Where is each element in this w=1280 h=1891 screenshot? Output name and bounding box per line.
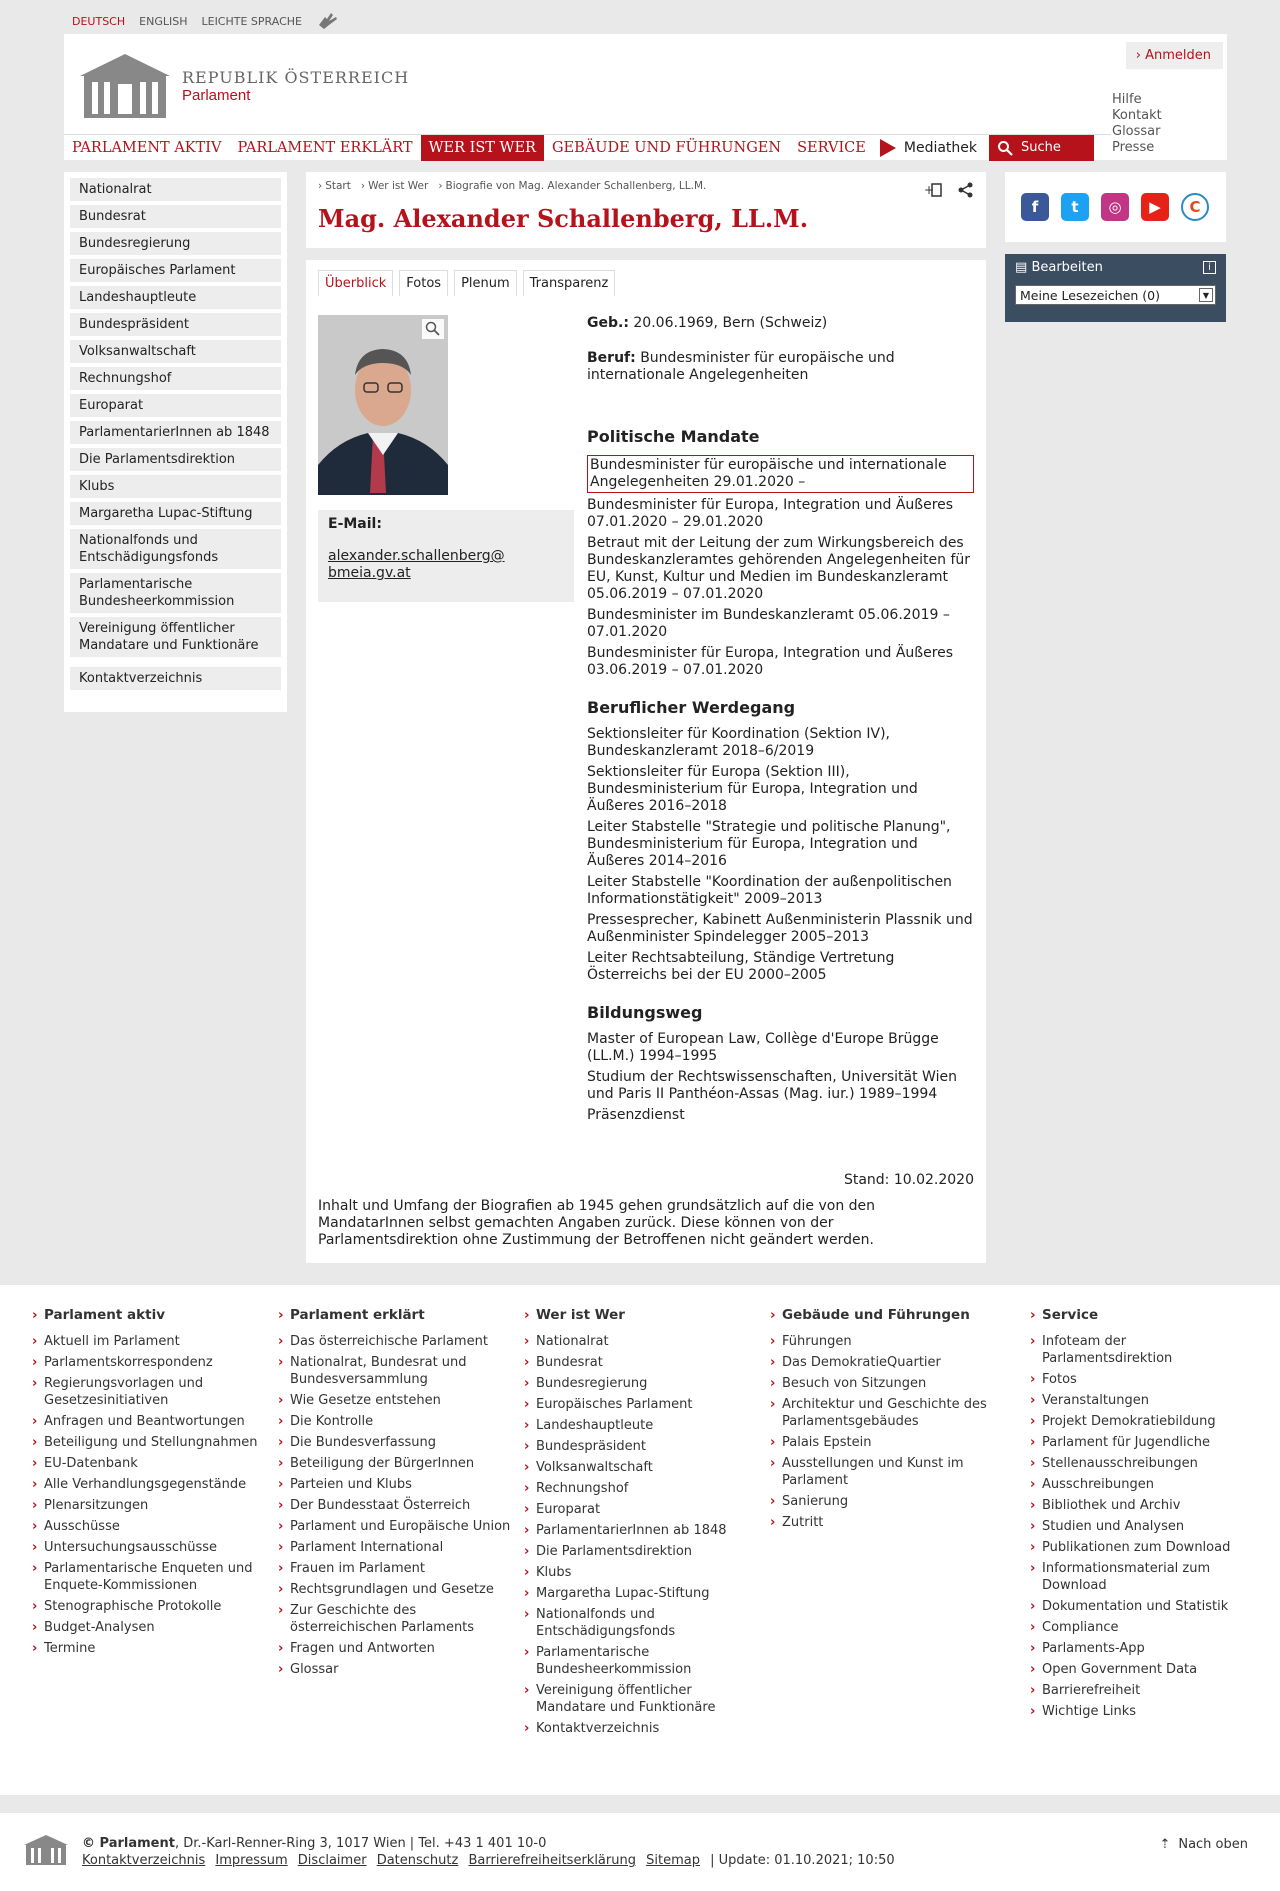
education-heading: Bildungsweg: [587, 1003, 703, 1022]
nav-parlament-aktiv[interactable]: PARLAMENT AKTIV: [72, 139, 222, 156]
lang-deutsch[interactable]: DEUTSCH: [72, 14, 126, 28]
footer-link[interactable]: › Beteiligung und Stellungnahmen: [32, 1434, 272, 1451]
breadcrumb-wer-ist-wer[interactable]: › Wer ist Wer: [361, 180, 428, 192]
footer-link[interactable]: › Bundesregierung: [524, 1375, 764, 1392]
footer-link[interactable]: › Parlament und Europäische Union: [278, 1518, 518, 1535]
search-icon: [997, 140, 1013, 156]
email-label: E-Mail:: [328, 516, 382, 532]
footer-link[interactable]: › Stellenausschreibungen: [1030, 1455, 1250, 1472]
edit-title: ▤ Bearbeiten: [1015, 260, 1103, 275]
sidebar-item-rechnungshof[interactable]: Rechnungshof: [70, 367, 281, 390]
footer-link[interactable]: › Budget-Analysen: [32, 1619, 272, 1636]
footer-link[interactable]: › Sanierung: [770, 1493, 1010, 1510]
education-item: Studium der Rechtswissenschaften, Universität Wien und Paris II Panthéon-Assas (Mag. iur.) 1989–1994: [587, 1069, 957, 1102]
career-item: Pressesprecher, Kabinett Außenministerin Plassnik und Außenminister Spindelegger 2005–2013: [587, 912, 973, 945]
footer-link[interactable]: › Termine: [32, 1640, 272, 1657]
footer-link[interactable]: › Plenarsitzungen: [32, 1497, 272, 1514]
sidebar-item-bundesregierung[interactable]: Bundesregierung: [70, 232, 281, 255]
footer-link[interactable]: › Ausschüsse: [32, 1518, 272, 1535]
press-link[interactable]: Presse: [1112, 140, 1155, 155]
language-bar: [72, 10, 340, 32]
chevron-right-icon: ›: [1135, 48, 1146, 63]
footer-link[interactable]: › Bundespräsident: [524, 1438, 764, 1455]
parliament-logo[interactable]: [80, 54, 409, 118]
nav-parlament-erklaert[interactable]: PARLAMENT ERKLÄRT: [237, 139, 413, 156]
breadcrumb: [318, 180, 706, 192]
portrait-photo[interactable]: [318, 315, 448, 495]
link-kontaktverzeichnis[interactable]: Kontaktverzeichnis: [82, 1853, 206, 1868]
sidebar-item-landeshauptleute[interactable]: Landeshauptleute: [70, 286, 281, 309]
link-datenschutz[interactable]: Datenschutz: [376, 1853, 459, 1868]
footer-col-parlament-aktiv: [32, 1307, 272, 1661]
mandate-item: Bundesminister für Europa, Integration und Äußeres 07.01.2020 – 29.01.2020: [587, 497, 954, 530]
footer-link[interactable]: › Anfragen und Beantwortungen: [32, 1413, 272, 1430]
footer-link[interactable]: › Europarat: [524, 1501, 764, 1518]
tab-bar: [318, 270, 615, 296]
share-icon[interactable]: [958, 182, 974, 198]
footer-link[interactable]: › Veranstaltungen: [1030, 1392, 1250, 1409]
footer-col-parlament-erklaert: [278, 1307, 518, 1682]
footer-link[interactable]: › Volksanwaltschaft: [524, 1459, 764, 1476]
footer-link[interactable]: › Parlamentarische Enqueten und Enquete-Kommissionen: [32, 1560, 272, 1594]
tab-transparenz[interactable]: Transparenz: [523, 270, 616, 296]
lang-english[interactable]: ENGLISH: [139, 14, 188, 28]
footer-link[interactable]: › Europäisches Parlament: [524, 1396, 764, 1413]
glossary-link[interactable]: Glossar: [1112, 124, 1161, 139]
sign-language-icon[interactable]: [316, 11, 340, 31]
footer-link[interactable]: › Wichtige Links: [1030, 1703, 1250, 1720]
footer-link[interactable]: › Glossar: [278, 1661, 518, 1678]
career-item: Leiter Rechtsabteilung, Ständige Vertretung Österreichs bei der EU 2000–2005: [587, 950, 895, 983]
link-sitemap[interactable]: Sitemap: [646, 1853, 700, 1868]
sidebar-item-europarat[interactable]: Europarat: [70, 394, 281, 417]
footer-link[interactable]: › Publikationen zum Download: [1030, 1539, 1250, 1556]
sidebar-item-bundesrat[interactable]: Bundesrat: [70, 205, 281, 228]
mandate-item: Bundesminister für Europa, Integration und Äußeres 03.06.2019 – 07.01.2020: [587, 645, 954, 678]
main-navigation: [64, 134, 1111, 160]
footer-link[interactable]: › Bundesrat: [524, 1354, 764, 1371]
chevron-down-icon: ▼: [1199, 288, 1213, 302]
footer-link[interactable]: › Fragen und Antworten: [278, 1640, 518, 1657]
svg-text:+: +: [924, 183, 935, 197]
sidebar-item-bundespraesident[interactable]: Bundespräsident: [70, 313, 281, 336]
footer-link[interactable]: › Ausschreibungen: [1030, 1476, 1250, 1493]
sidebar-item-nationalrat[interactable]: Nationalrat: [70, 178, 281, 201]
footer-link[interactable]: › Rechtsgrundlagen und Gesetze: [278, 1581, 518, 1598]
footer-link[interactable]: › Zur Geschichte des österreichischen Parlaments: [278, 1602, 518, 1636]
site-footer: [0, 1285, 1280, 1795]
disclaimer-text: Inhalt und Umfang der Biografien ab 1945 gehen grundsätzlich auf die von den MandatarInnen selbst gemachten Angaben zurück. Diese können von der Parlamentsdirektion ohne Zustimmung der Betroffenen nicht geändert werden.: [318, 1198, 876, 1248]
mandate-item: Bundesminister im Bundeskanzleramt 05.06.2019 – 07.01.2020: [587, 607, 950, 640]
breadcrumb-current: › Biografie von Mag. Alexander Schallenberg, LL.M.: [438, 180, 706, 192]
footer-link[interactable]: › Alle Verhandlungsgegenstände: [32, 1476, 272, 1493]
biography: [587, 315, 974, 1128]
bottom-bar: [0, 1813, 1280, 1891]
bookmarks-select[interactable]: Meine Lesezeichen (0) ▼: [1015, 285, 1216, 305]
site-header: [64, 34, 1227, 160]
logo-subtitle: Parlament: [182, 87, 251, 104]
mandates-heading: Politische Mandate: [587, 427, 760, 446]
footer-link[interactable]: › Das österreichische Parlament: [278, 1333, 518, 1350]
footer-link[interactable]: › Klubs: [524, 1564, 764, 1581]
footer-link[interactable]: › Parlamentarische Bundesheerkommission: [524, 1644, 764, 1678]
career-item: Sektionsleiter für Europa (Sektion III), Bundesministerium für Europa, Integration und Äußeres 2016–2018: [587, 764, 918, 814]
career-item: Leiter Stabstelle "Koordination der außenpolitischen Informationstätigkeit" 2009–2013: [587, 874, 952, 907]
imprint: © Parlament, Dr.-Karl-Renner-Ring 3, 1017 Wien | Tel. +43 1 401 10-0 Kontaktverzeichnis Impressum Disclaimer Datenschutz Barrierefreiheitserklärung Sitemap | Update: 01.10.2021; 10:50: [82, 1836, 895, 1868]
sidebar-item-kontaktverzeichnis[interactable]: Kontaktverzeichnis: [70, 667, 281, 690]
footer-link[interactable]: › EU-Datenbank: [32, 1455, 272, 1472]
sidebar-item-volksanwaltschaft[interactable]: Volksanwaltschaft: [70, 340, 281, 363]
email-box: [318, 510, 574, 602]
back-to-top-button[interactable]: ⇡ Nach oben: [1159, 1837, 1248, 1852]
footer-link[interactable]: › Open Government Data: [1030, 1661, 1250, 1678]
nav-mediathek[interactable]: Mediathek: [874, 135, 989, 161]
tab-fotos[interactable]: Fotos: [399, 270, 448, 296]
page-title: Mag. Alexander Schallenberg, LL.M.: [318, 204, 809, 233]
lang-leichte-sprache[interactable]: LEICHTE SPRACHE: [201, 14, 302, 28]
footer-link[interactable]: › Architektur und Geschichte des Parlamentsgebäudes: [770, 1396, 1010, 1430]
nav-wer-ist-wer[interactable]: WER IST WER: [421, 135, 544, 161]
email-link[interactable]: alexander.schallenberg@ bmeia.gv.at: [328, 548, 505, 581]
footer-link[interactable]: › Parlament International: [278, 1539, 518, 1556]
document-icon: ▤: [1015, 260, 1028, 275]
play-icon: [880, 139, 896, 157]
footer-col-wer-ist-wer: [524, 1307, 764, 1741]
mandate-item: Betraut mit der Leitung der zum Wirkungsbereich des Bundeskanzleramtes gehörenden Angelegenheiten für EU, Kunst, Kultur und Medien im Bundeskanzleramt 05.06.2019 – 07.01.2020: [587, 535, 971, 602]
parliament-building-icon: [80, 54, 170, 118]
tab-plenum[interactable]: Plenum: [454, 270, 517, 296]
footer-link[interactable]: › Die Kontrolle: [278, 1413, 518, 1430]
sidebar-item-parlamentarier[interactable]: ParlamentarierInnen ab 1848: [70, 421, 281, 444]
bookmarks-panel: [1005, 254, 1226, 322]
mediathek-app-icon[interactable]: C: [1181, 193, 1209, 221]
footer-link[interactable]: › Nationalrat: [524, 1333, 764, 1350]
footer-link[interactable]: › Fotos: [1030, 1371, 1250, 1388]
facebook-icon[interactable]: f: [1021, 193, 1049, 221]
sidebar-item-klubs[interactable]: Klubs: [70, 475, 281, 498]
footer-heading[interactable]: › Service: [1030, 1307, 1250, 1323]
meta-links: [1112, 92, 1162, 156]
youtube-icon[interactable]: ▶: [1141, 193, 1169, 221]
sidebar: [64, 172, 287, 712]
career-heading: Beruflicher Werdegang: [587, 698, 796, 717]
link-impressum[interactable]: Impressum: [215, 1853, 288, 1868]
education-item: Präsenzdienst: [587, 1107, 685, 1123]
link-barrierefreiheit[interactable]: Barrierefreiheitserklärung: [468, 1853, 636, 1868]
career-item: Leiter Stabstelle "Strategie und politische Planung", Bundesministerium für Europa, Integration und Äußeres 2014–2016: [587, 819, 951, 869]
footer-link[interactable]: › Die Bundesverfassung: [278, 1434, 518, 1451]
footer-link[interactable]: › Vereinigung öffentlicher Mandatare und Funktionäre: [524, 1682, 764, 1716]
profession-info: Beruf: Bundesminister für europäische und internationale Angelegenheiten: [587, 350, 895, 383]
footer-col-gebaeude: [770, 1307, 1010, 1535]
contact-link[interactable]: Kontakt: [1112, 108, 1162, 123]
tab-ueberblick[interactable]: Überblick: [318, 270, 393, 296]
footer-link[interactable]: › Bibliothek und Archiv: [1030, 1497, 1250, 1514]
footer-link[interactable]: › Informationsmaterial zum Download: [1030, 1560, 1250, 1594]
footer-link[interactable]: › Margaretha Lupac-Stiftung: [524, 1585, 764, 1602]
breadcrumb-start[interactable]: › Start: [318, 180, 351, 192]
footer-link[interactable]: › Aktuell im Parlament: [32, 1333, 272, 1350]
zoom-icon[interactable]: [422, 319, 444, 339]
page-tools: [924, 182, 974, 198]
footer-link[interactable]: › Barrierefreiheit: [1030, 1682, 1250, 1699]
title-panel: [306, 172, 986, 248]
footer-link[interactable]: › ParlamentarierInnen ab 1848: [524, 1522, 764, 1539]
info-icon[interactable]: i: [1203, 261, 1216, 274]
footer-heading[interactable]: › Parlament erklärt: [278, 1307, 518, 1323]
instagram-icon[interactable]: ◎: [1101, 193, 1129, 221]
footer-link[interactable]: › Compliance: [1030, 1619, 1250, 1636]
career-item: Sektionsleiter für Koordination (Sektion IV), Bundeskanzleramt 2018–6/2019: [587, 726, 891, 759]
main-content: [306, 260, 986, 1263]
footer-link[interactable]: › Rechnungshof: [524, 1480, 764, 1497]
twitter-icon[interactable]: t: [1061, 193, 1089, 221]
footer-link[interactable]: › Parlaments-App: [1030, 1640, 1250, 1657]
sidebar-item-bundesheerkommission[interactable]: Parlamentarische Bundesheerkommission: [70, 573, 281, 613]
footer-link[interactable]: › Nationalfonds und Entschädigungsfonds: [524, 1606, 764, 1640]
nav-gebaeude[interactable]: GEBÄUDE UND FÜHRUNGEN: [551, 139, 782, 156]
search-button[interactable]: Suche: [989, 135, 1094, 161]
update-info: | Update: 01.10.2021; 10:50: [710, 1853, 895, 1868]
footer-link[interactable]: › Palais Epstein: [770, 1434, 1010, 1451]
footer-link[interactable]: › Die Parlamentsdirektion: [524, 1543, 764, 1560]
add-bookmark-icon[interactable]: [924, 182, 944, 198]
footer-heading[interactable]: › Gebäude und Führungen: [770, 1307, 1010, 1323]
footer-link[interactable]: › Parlament für Jugendliche: [1030, 1434, 1250, 1451]
footer-link[interactable]: › Stenographische Protokolle: [32, 1598, 272, 1615]
footer-link[interactable]: › Dokumentation und Statistik: [1030, 1598, 1250, 1615]
footer-link[interactable]: › Frauen im Parlament: [278, 1560, 518, 1577]
legal-links: [82, 1852, 895, 1869]
footer-link[interactable]: › Nationalrat, Bundesrat und Bundesversammlung: [278, 1354, 518, 1388]
social-links: [1005, 172, 1226, 242]
footer-heading[interactable]: › Wer ist Wer: [524, 1307, 764, 1323]
footer-link[interactable]: › Zutritt: [770, 1514, 1010, 1531]
arrow-up-icon: ⇡: [1159, 1837, 1171, 1852]
footer-col-service: [1030, 1307, 1250, 1724]
sidebar-item-nationalfonds[interactable]: Nationalfonds und Entschädigungsfonds: [70, 529, 281, 569]
footer-link[interactable]: › Projekt Demokratiebildung: [1030, 1413, 1250, 1430]
footer-link[interactable]: › Infoteam der Parlamentsdirektion: [1030, 1333, 1250, 1367]
footer-link[interactable]: › Studien und Analysen: [1030, 1518, 1250, 1535]
footer-link[interactable]: › Wie Gesetze entstehen: [278, 1392, 518, 1409]
login-button[interactable]: › Anmelden: [1126, 42, 1223, 69]
sidebar-item-eu-parlament[interactable]: Europäisches Parlament: [70, 259, 281, 282]
sidebar-item-lupac[interactable]: Margaretha Lupac-Stiftung: [70, 502, 281, 525]
last-updated: Stand: 10.02.2020: [843, 1172, 974, 1188]
footer-link[interactable]: › Das DemokratieQuartier: [770, 1354, 1010, 1371]
sidebar-item-parlamentsdirektion[interactable]: Die Parlamentsdirektion: [70, 448, 281, 471]
footer-link[interactable]: › Parlamentskorrespondenz: [32, 1354, 272, 1371]
footer-link[interactable]: › Parteien und Klubs: [278, 1476, 518, 1493]
footer-link[interactable]: › Untersuchungsausschüsse: [32, 1539, 272, 1556]
footer-link[interactable]: › Regierungsvorlagen und Gesetzesinitiativen: [32, 1375, 272, 1409]
help-link[interactable]: Hilfe: [1112, 92, 1142, 107]
footer-link[interactable]: › Landeshauptleute: [524, 1417, 764, 1434]
nav-service[interactable]: SERVICE: [797, 139, 866, 156]
birth-info: Geb.: 20.06.1969, Bern (Schweiz): [587, 315, 828, 331]
footer-link[interactable]: › Beteiligung der BürgerInnen: [278, 1455, 518, 1472]
sidebar-item-vereinigung[interactable]: Vereinigung öffentlicher Mandatare und Funktionäre: [70, 617, 281, 657]
link-disclaimer[interactable]: Disclaimer: [297, 1853, 367, 1868]
mandate-item-current: Bundesminister für europäische und internationale Angelegenheiten 29.01.2020 –: [587, 455, 974, 493]
footer-link[interactable]: › Besuch von Sitzungen: [770, 1375, 1010, 1392]
footer-heading[interactable]: › Parlament aktiv: [32, 1307, 272, 1323]
logo-title: REPUBLIK ÖSTERREICH: [182, 68, 410, 87]
education-item: Master of European Law, Collège d'Europe Brügge (LL.M.) 1994–1995: [587, 1031, 939, 1064]
footer-link[interactable]: › Der Bundesstaat Österreich: [278, 1497, 518, 1514]
footer-link[interactable]: › Führungen: [770, 1333, 1010, 1350]
parliament-small-logo[interactable]: [24, 1835, 68, 1865]
footer-link[interactable]: › Kontaktverzeichnis: [524, 1720, 764, 1737]
footer-link[interactable]: › Ausstellungen und Kunst im Parlament: [770, 1455, 1010, 1489]
